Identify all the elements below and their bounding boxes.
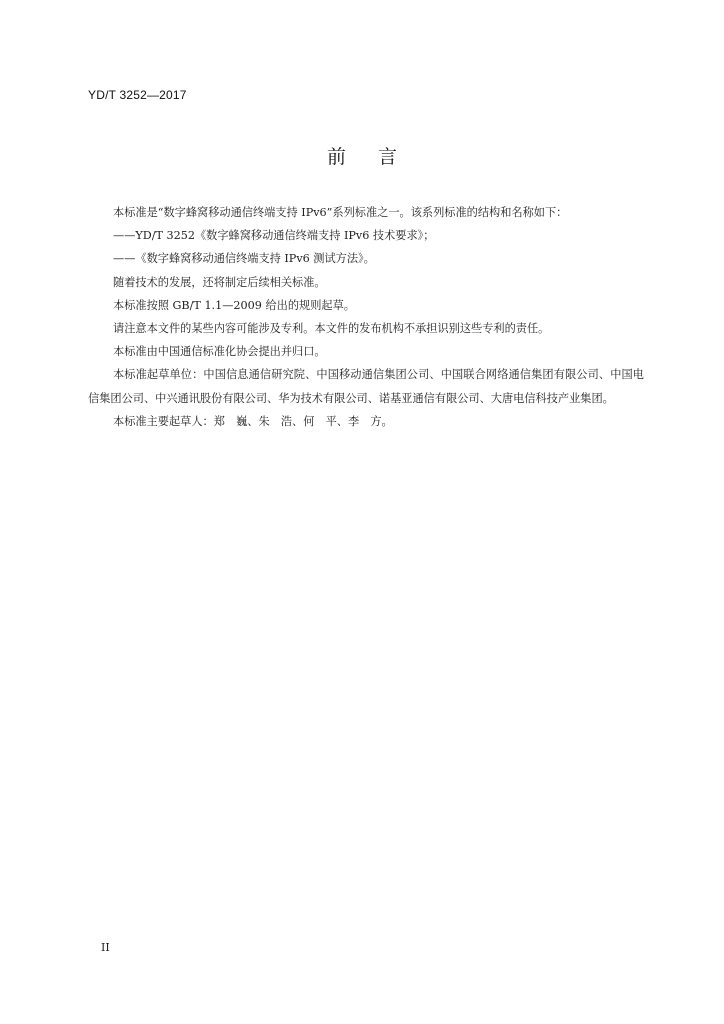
document-code: YD/T 3252—2017 bbox=[88, 88, 187, 102]
paragraph-part-2: ——《数字蜂窝移动通信终端支持 IPv6 测试方法》。 bbox=[113, 252, 375, 266]
paragraph-drafting-units: 本标准起草单位：中国信息通信研究院、中国移动通信集团公司、中国联合网络通信集团有限公司、中国电信集团公司、中兴通讯股份有限公司、华为技术有限公司、诺基亚通信有限公司、大唐电信科技产业集团。 bbox=[88, 368, 644, 405]
title-char-1: 前 bbox=[326, 146, 346, 168]
paragraph-future-standards: 随着技术的发展，还将制定后续相关标准。 bbox=[113, 275, 326, 289]
foreword-body bbox=[88, 201, 644, 433]
paragraph-part-1: ——YD/T 3252《数字蜂窝移动通信终端支持 IPv6 技术要求》； bbox=[113, 229, 435, 243]
title-char-2: 言 bbox=[378, 146, 398, 168]
page-number: II bbox=[101, 941, 110, 954]
page-title bbox=[0, 142, 724, 169]
paragraph-drafters: 本标准主要起草人：郑 巍、朱 浩、何 平、李 方。 bbox=[113, 414, 393, 428]
paragraph-series-intro: 本标准是“数字蜂窝移动通信终端支持 IPv6”系列标准之一。该系列标准的结构和名称如下： bbox=[113, 206, 568, 219]
paragraph-proposer: 本标准由中国通信标准化协会提出并归口。 bbox=[113, 345, 326, 359]
paragraph-patent-notice: 请注意本文件的某些内容可能涉及专利。本文件的发布机构不承担识别这些专利的责任。 bbox=[113, 322, 550, 336]
paragraph-drafting-rules: 本标准按照 GB/T 1.1—2009 给出的规则起草。 bbox=[113, 298, 355, 312]
